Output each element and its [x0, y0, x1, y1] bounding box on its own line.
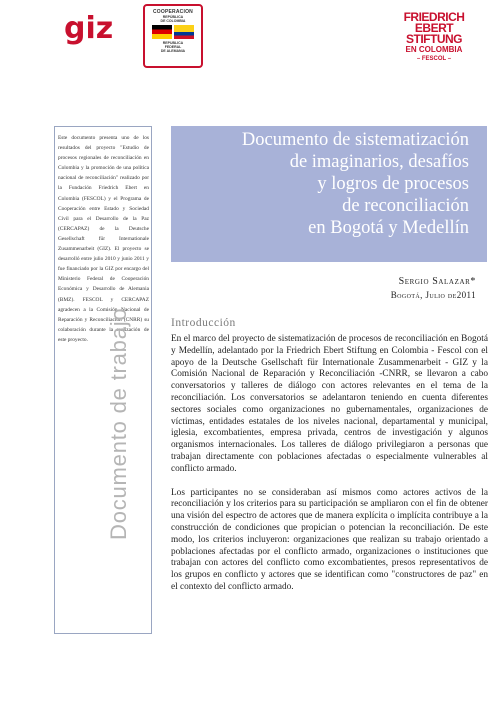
- sidebar-paragraph: Este documento presenta uno de los resultados del proyecto "Estudio de procesos regionales de reconciliación en Colombia y la promoción de una política nacional de reconciliación" realizado por la Fundación Friedrich Ebert en Colombia (FESCOL) y el Programa de Cooperación entre Estado y Sociedad Civil para el Desarrollo de la Paz (CERCAPAZ) de la Deutsche Gesellschaft für Internationale Zusammenarbeit (GIZ). El proyecto se desarrolló entre julio 2010 y junio 2011 y fue financiado por la GIZ por encargo del Ministerio Federal de Cooperación Económica y Desarrollo de Alemania (BMZ). FESCOL y CERCAPAZ agradecen a la Comisión Nacional de Reparación y Reconciliación (CNRR) su colaboración durante la realización de este proyecto.: [58, 135, 149, 343]
- cooperacion-line4: FEDERAL: [164, 45, 182, 49]
- cooperacion-logo: [143, 4, 203, 68]
- body-text: [171, 334, 488, 606]
- cooperacion-title: COOPERACION: [153, 9, 193, 15]
- cooperacion-line1: REPÚBLICA: [162, 15, 184, 19]
- author: Sergio Salazar*: [398, 276, 476, 287]
- title-line: y logros de procesos: [317, 174, 469, 194]
- paragraph: Los participantes no se consideraban así mismos como actores activos de la reconciliación y los criterios para su participación se ampliaron con el fin de obtener una visión del espectro de actores que de manera explícita o implícita contribuye a la construcción de condiciones que propician o potencian la reconciliación. De este modo, los criterios incluyeron: organizaciones que realizan su trabajo orientado a poblaciones afectadas por el conflicto armado, organizaciones o instituciones que trabajan con actores del conflicto como excombatientes, presos representativos de los grupos en conflicto y actores que se identifican como "constructores de paz" en el contexto del conflicto armado.: [171, 487, 488, 592]
- paragraph: En el marco del proyecto de sistematización de procesos de reconciliación en Bogotá y Medellín, adelantado por la Friedrich Ebert Stiftung en Colombia - Fescol con el apoyo de la Deutsche Gsellschaft für Internationale Zusammenarbeit - GIZ y la Comisión Nacional de Reparación y Reconciliación -CNRR, se llevaron a cabo conversatorios y talleres de diálogo con actores relevantes en el tema de la reconciliación. Los conversatorios se adelantaron teniendo en cuenta diferentes sectores sociales como organizaciones no gubernamentales, organizaciones de víctimas, entidades estatales de los niveles nacional, departamental y municipal, iglesia, excombatientes, empresa privada, centros de investigación y algunos organismos internacionales. Los talleres de diálogo privilegiaron a personas que trabajan directamente con poblaciones afectadas o especialmente vulnerables al conflicto armado.: [171, 334, 488, 474]
- fes-line3: STIFTUNG: [406, 32, 462, 46]
- title-block: [171, 126, 487, 262]
- cooperacion-line2: DE COLOMBIA: [160, 19, 186, 23]
- section-title: Introducción: [171, 317, 236, 329]
- fes-line2: EBERT: [414, 21, 454, 35]
- flags: [145, 25, 201, 39]
- document-type-label: Documento de trabajo: [106, 307, 131, 540]
- fes-logo: [374, 12, 494, 63]
- cooperacion-line3: REPUBLICA: [162, 41, 184, 45]
- colombia-flag-icon: [174, 25, 194, 39]
- fes-line5: – FESCOL –: [416, 56, 452, 62]
- title-line: en Bogotá y Medellín: [308, 218, 469, 238]
- sidebar-text: [58, 133, 149, 345]
- fes-line4: EN COLOMBIA: [405, 45, 463, 54]
- title-line: de reconciliación: [342, 196, 469, 216]
- title-line: Documento de sistematización: [241, 130, 469, 150]
- title-line: de imaginarios, desafíos: [289, 152, 469, 172]
- place-date: Bogotá, Julio de2011: [390, 290, 476, 300]
- document-title: [179, 129, 469, 239]
- cooperacion-line5: DE ALEMANIA: [160, 49, 186, 53]
- germany-flag-icon: [152, 25, 172, 39]
- giz-logo: giz: [64, 11, 114, 46]
- fes-line1: FRIEDRICH: [403, 10, 465, 24]
